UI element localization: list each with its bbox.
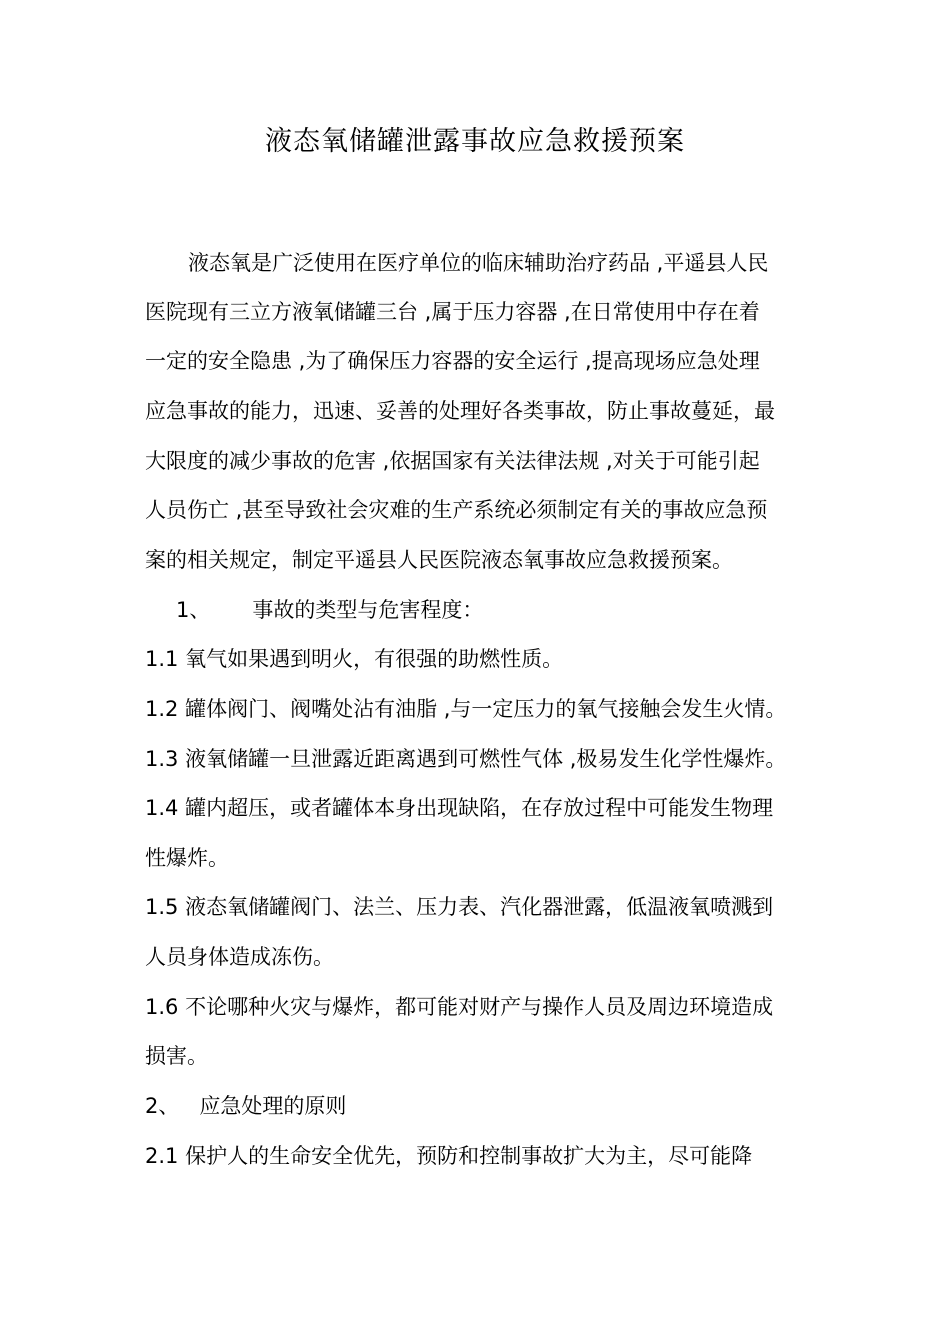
intro-line-4: 应急事故的能力，迅速、妥善的处理好各类事故，防止事故蔓延，最	[145, 399, 775, 423]
intro-line-5: 大限度的减少事故的危害 ,依据国家有关法律法规 ,对关于可能引起	[145, 449, 760, 473]
intro-line-6: 人员伤亡 ,甚至导致社会灾难的生产系统必须制定有关的事故应急预	[145, 498, 768, 522]
section-2-heading-line	[145, 1091, 825, 1121]
section-1-number: 1、	[176, 598, 211, 622]
item-1-6-cont: 损害。	[145, 1044, 208, 1068]
section-2-number: 2、	[145, 1094, 180, 1118]
item-1-5: 1.5 液态氧储罐阀门、法兰、压力表、汽化器泄露，低温液氧喷溅到	[145, 895, 774, 919]
intro-line-7: 案的相关规定，制定平遥县人民医院液态氧事故应急救援预案。	[145, 548, 733, 572]
item-1-2: 1.2 罐体阀门、阀嘴处沾有油脂 ,与一定压力的氧气接触会发生火情。	[145, 697, 787, 721]
item-1-5-cont: 人员身体造成冻伤。	[145, 945, 334, 969]
item-2-1: 2.1 保护人的生命安全优先，预防和控制事故扩大为主，尽可能降	[145, 1144, 753, 1168]
item-1-6: 1.6 不论哪种火灾与爆炸，都可能对财产与操作人员及周边环境造成	[145, 995, 774, 1019]
section-1-heading: 事故的类型与危害程度：	[252, 598, 484, 622]
document-title: 液态氧储罐泄露事故应急救援预案	[265, 126, 685, 157]
item-1-4-cont: 性爆炸。	[145, 846, 229, 870]
intro-line-1: 液态氧是广泛使用在医疗单位的临床辅助治疗药品 ,平遥县人民	[188, 251, 769, 275]
intro-line-2: 医院现有三立方液氧储罐三台 ,属于压力容器 ,在日常使用中存在着	[145, 300, 760, 324]
intro-line-3: 一定的安全隐患 ,为了确保压力容器的安全运行 ,提高现场应急处理	[145, 349, 760, 373]
item-1-4: 1.4 罐内超压，或者罐体本身出现缺陷，在存放过程中可能发生物理	[145, 796, 774, 820]
item-1-1: 1.1 氧气如果遇到明火，有很强的助燃性质。	[145, 647, 564, 671]
section-2-heading: 应急处理的原则	[199, 1094, 347, 1118]
section-1-heading-line	[176, 595, 825, 625]
item-1-3: 1.3 液氧储罐一旦泄露近距离遇到可燃性气体 ,极易发生化学性爆炸。	[145, 747, 787, 771]
